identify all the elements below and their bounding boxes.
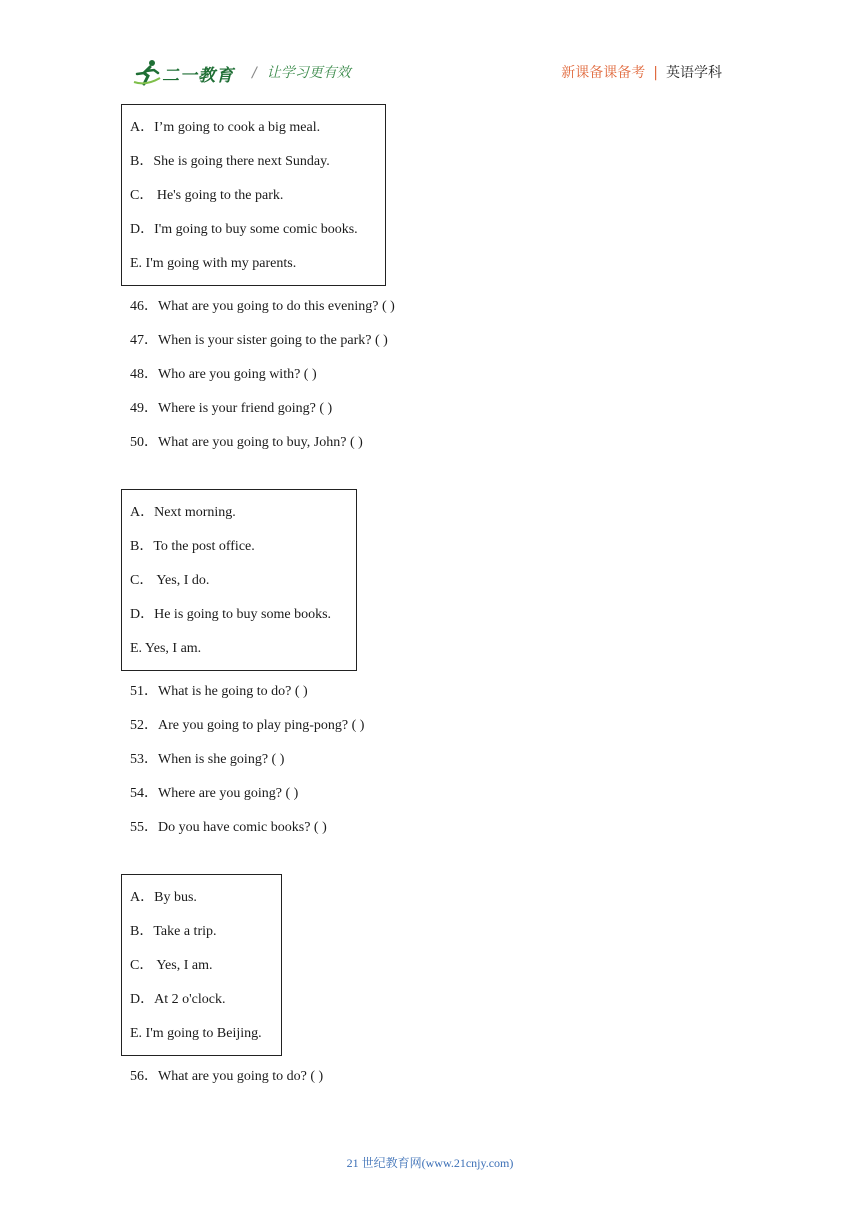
question-47: 47．When is your sister going to the park? ( ): [130, 333, 388, 348]
header-subject: [561, 62, 722, 82]
question-56: 56．What are you going to do? ( ): [130, 1069, 324, 1084]
option-d: D．At 2 o'clock.: [130, 992, 226, 1007]
page-header: [0, 0, 860, 100]
option-a: A．Next morning.: [130, 505, 236, 520]
option-b: B．Take a trip.: [130, 924, 217, 939]
options-box-1: [121, 104, 386, 286]
option-e: E. I'm going with my parents.: [130, 256, 297, 271]
option-a: A．I’m going to cook a big meal.: [130, 120, 321, 135]
option-d: D．I'm going to buy some comic books.: [130, 222, 358, 237]
option-e: E. I'm going to Beijing.: [130, 1026, 262, 1041]
option-a: A．By bus.: [130, 890, 197, 905]
question-52: 52．Are you going to play ping-pong? ( ): [130, 718, 365, 733]
page-footer: 21 世纪教育网(www.21cnjy.com): [346, 1156, 514, 1170]
slogan-slash: /: [252, 65, 257, 81]
option-b: B．To the post office.: [130, 539, 255, 554]
header-course-label: 新课备课备考: [561, 65, 646, 81]
runner-logo-icon: [132, 58, 162, 88]
question-50: 50．What are you going to buy, John? ( ): [130, 435, 363, 450]
question-53: 53．When is she going? ( ): [130, 752, 285, 767]
question-54: 54．Where are you going? ( ): [130, 786, 299, 801]
options-box-3: [121, 874, 282, 1056]
header-subject-label: 英语学科: [666, 65, 722, 81]
question-55: 55．Do you have comic books? ( ): [130, 820, 327, 835]
options-box-2: [121, 489, 357, 671]
logo: [132, 58, 242, 88]
question-48: 48．Who are you going with? ( ): [130, 367, 317, 382]
question-46: 46．What are you going to do this evening? ( ): [130, 299, 395, 314]
question-51: 51．What is he going to do? ( ): [130, 684, 308, 699]
option-d: D．He is going to buy some books.: [130, 607, 332, 622]
slogan: [252, 62, 351, 82]
option-b: B．She is going there next Sunday.: [130, 154, 330, 169]
option-c: C． Yes, I do.: [130, 573, 210, 588]
option-c: C． Yes, I am.: [130, 958, 213, 973]
option-c: C． He's going to the park.: [130, 188, 284, 203]
option-e: E. Yes, I am.: [130, 641, 202, 656]
question-49: 49．Where is your friend going? ( ): [130, 401, 333, 416]
slogan-text: 让学习更有效: [266, 65, 351, 81]
logo-text: 二一教育: [162, 66, 234, 86]
header-divider: |: [653, 65, 658, 81]
